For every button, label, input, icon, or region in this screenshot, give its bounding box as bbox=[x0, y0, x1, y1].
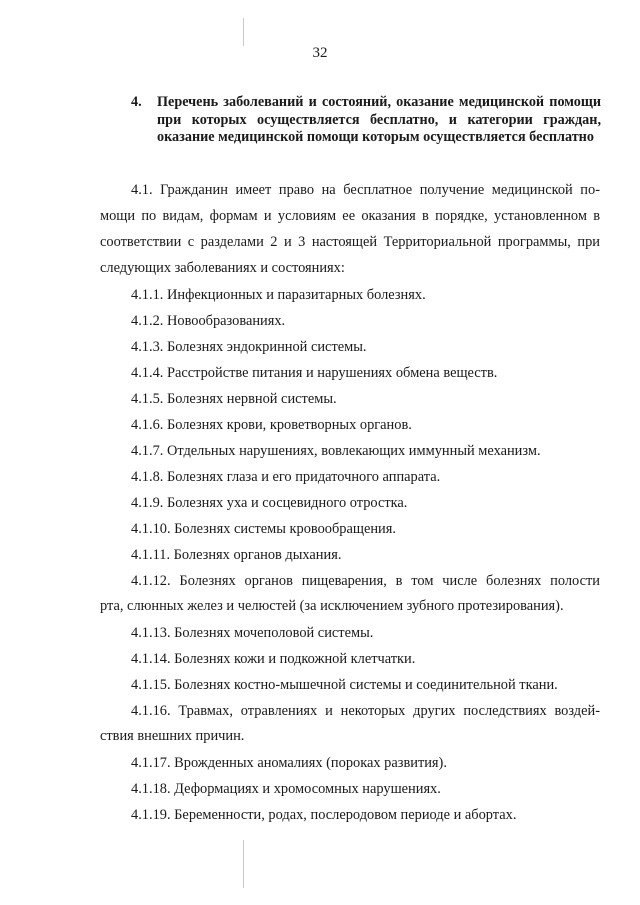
scan-edge-mark-top bbox=[243, 18, 244, 46]
list-item: 4.1.5. Болезнях нервной системы. bbox=[131, 391, 337, 407]
list-item: 4.1.19. Беременности, родах, послеродовом периоде и абортах. bbox=[131, 807, 517, 823]
paragraph-line: соответствии с разделами 2 и 3 настоящей Территориальной программы, при bbox=[100, 234, 600, 250]
list-item: 4.1.10. Болезнях системы кровообращения. bbox=[131, 521, 396, 537]
paragraph-line: следующих заболеваниях и состояниях: bbox=[100, 260, 345, 276]
list-item: 4.1.18. Деформациях и хромосомных нарушениях. bbox=[131, 781, 441, 797]
list-item: 4.1.14. Болезнях кожи и подкожной клетчатки. bbox=[131, 651, 416, 667]
list-item-continuation: рта, слюнных желез и челюстей (за исключением зубного протезирования). bbox=[100, 598, 564, 614]
list-item: 4.1.3. Болезнях эндокринной системы. bbox=[131, 339, 367, 355]
list-item: 4.1.9. Болезнях уха и сосцевидного отростка. bbox=[131, 495, 408, 511]
section-title: Перечень заболеваний и состояний, оказание медицинской помощи при которых осуществляется бесплатно, и категории граждан, оказание медицинской помощи которым осуществляется бесплатно bbox=[157, 94, 601, 145]
paragraph-line: 4.1. Гражданин имеет право на бесплатное получение медицинской по- bbox=[131, 182, 600, 198]
paragraph-line: мощи по видам, формам и условиям ее оказания в порядке, установленном в bbox=[100, 208, 600, 224]
list-item-continuation: ствия внешних причин. bbox=[100, 728, 245, 744]
list-item: 4.1.15. Болезнях костно-мышечной системы и соединительной ткани. bbox=[131, 677, 558, 693]
section-number: 4. bbox=[131, 94, 142, 110]
list-item: 4.1.16. Травмах, отравлениях и некоторых других последствиях воздей- bbox=[131, 703, 600, 719]
list-item: 4.1.8. Болезнях глаза и его придаточного аппарата. bbox=[131, 469, 441, 485]
list-item: 4.1.1. Инфекционных и паразитарных болезнях. bbox=[131, 287, 426, 303]
list-item: 4.1.12. Болезнях органов пищеварения, в том числе болезнях полости bbox=[131, 573, 600, 589]
list-item: 4.1.17. Врожденных аномалиях (пороках развития). bbox=[131, 755, 447, 771]
section-heading bbox=[131, 94, 601, 147]
list-item: 4.1.7. Отдельных нарушениях, вовлекающих иммунный механизм. bbox=[131, 443, 541, 459]
list-item: 4.1.4. Расстройстве питания и нарушениях обмена веществ. bbox=[131, 365, 498, 381]
list-item: 4.1.2. Новообразованиях. bbox=[131, 313, 286, 329]
page-number: 32 bbox=[312, 45, 328, 61]
list-item: 4.1.11. Болезнях органов дыхания. bbox=[131, 547, 342, 563]
scan-edge-mark-bottom bbox=[243, 840, 244, 888]
list-item: 4.1.13. Болезнях мочеполовой системы. bbox=[131, 625, 374, 641]
list-item: 4.1.6. Болезнях крови, кроветворных органов. bbox=[131, 417, 412, 433]
